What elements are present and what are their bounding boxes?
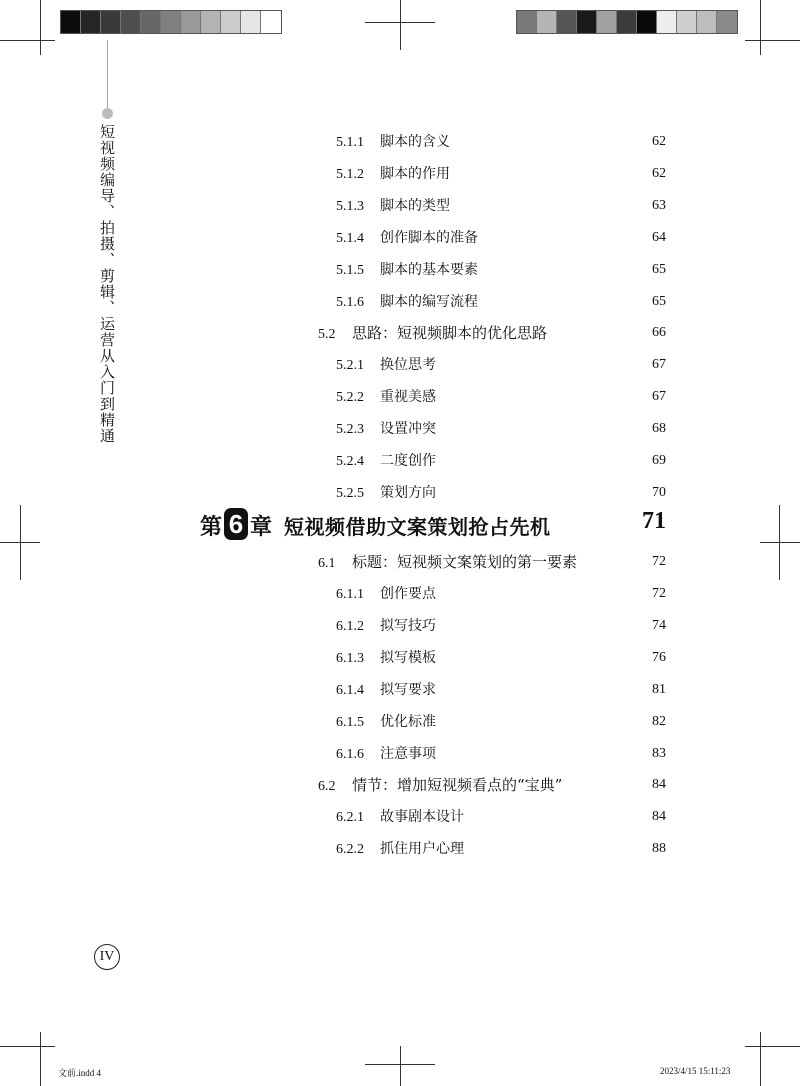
color-swatch <box>677 11 697 33</box>
entry-title: 换位思考 <box>380 357 436 373</box>
color-swatch <box>577 11 597 33</box>
entry-page: 67 <box>652 357 666 372</box>
color-swatch <box>121 11 141 33</box>
book-title-vertical: 短视频编导、拍摄、剪辑、运营从入门到精通 <box>98 124 116 444</box>
toc-entry[interactable] <box>336 805 666 829</box>
entry-number: 5.2.3 <box>336 422 364 437</box>
toc-entry[interactable] <box>336 353 666 377</box>
entry-title: 拟写技巧 <box>380 618 436 634</box>
toc-entry[interactable] <box>336 742 666 766</box>
toc-entry[interactable] <box>336 290 666 314</box>
color-swatch <box>201 11 221 33</box>
entry-number: 5.2.4 <box>336 454 364 469</box>
entry-title: 设置冲突 <box>380 421 436 437</box>
entry-page: 82 <box>652 714 666 729</box>
color-swatch <box>617 11 637 33</box>
chapter-number-badge: 6 <box>224 508 248 540</box>
entry-number: 6.1.6 <box>336 747 364 762</box>
chapter-page: 71 <box>642 508 666 534</box>
entry-number: 6.1.2 <box>336 619 364 634</box>
entry-number: 6.2.1 <box>336 810 364 825</box>
toc-entry[interactable] <box>336 194 666 218</box>
section-number: 6.2 <box>318 779 336 794</box>
color-swatch <box>717 11 737 33</box>
entry-page: 81 <box>652 682 666 697</box>
color-swatch <box>697 11 717 33</box>
chapter-title: 短视频借助文案策划抢占先机 <box>284 515 551 539</box>
entry-page: 74 <box>652 618 666 633</box>
entry-page: 68 <box>652 421 666 436</box>
entry-number: 5.2.1 <box>336 358 364 373</box>
entry-number: 6.1.5 <box>336 715 364 730</box>
color-registration-bar <box>516 10 738 34</box>
slug-filename: 文前.indd 4 <box>58 1068 102 1078</box>
slug-datetime: 2023/4/15 15:11:23 <box>660 1066 731 1076</box>
section-number: 6.1 <box>318 556 336 571</box>
entry-number: 5.1.5 <box>336 263 364 278</box>
section-number: 5.2 <box>318 327 336 342</box>
entry-page: 69 <box>652 453 666 468</box>
color-swatch <box>517 11 537 33</box>
color-swatch <box>657 11 677 33</box>
entry-page: 62 <box>652 134 666 149</box>
entry-title: 优化标准 <box>380 714 436 730</box>
entry-number: 6.1.4 <box>336 683 364 698</box>
color-swatch <box>557 11 577 33</box>
color-swatch <box>101 11 121 33</box>
entry-page: 64 <box>652 230 666 245</box>
entry-title: 脚本的类型 <box>380 198 450 214</box>
color-swatch <box>597 11 617 33</box>
entry-number: 5.1.6 <box>336 295 364 310</box>
grayscale-color-bar <box>60 10 282 34</box>
toc-entry[interactable] <box>336 582 666 606</box>
entry-page: 70 <box>652 485 666 500</box>
entry-page: 67 <box>652 389 666 404</box>
entry-page: 83 <box>652 746 666 761</box>
entry-title: 注意事项 <box>380 746 436 762</box>
entry-number: 5.1.4 <box>336 231 364 246</box>
toc-entry[interactable] <box>336 614 666 638</box>
section-title: 思路：短视频脚本的优化思路 <box>352 324 548 342</box>
entry-page: 72 <box>652 586 666 601</box>
page-number-badge: IV <box>94 944 120 970</box>
toc-section[interactable] <box>318 550 666 574</box>
toc-entry[interactable] <box>336 130 666 154</box>
color-swatch <box>241 11 261 33</box>
entry-title: 创作要点 <box>380 586 436 602</box>
entry-title: 故事剧本设计 <box>380 809 464 825</box>
entry-title: 脚本的基本要素 <box>380 262 478 278</box>
color-swatch <box>61 11 81 33</box>
entry-title: 脚本的作用 <box>380 166 450 182</box>
entry-number: 5.1.1 <box>336 135 364 150</box>
entry-page: 76 <box>652 650 666 665</box>
entry-number: 5.2.5 <box>336 486 364 501</box>
entry-number: 6.2.2 <box>336 842 364 857</box>
entry-page: 88 <box>652 841 666 856</box>
entry-number: 6.1.3 <box>336 651 364 666</box>
entry-number: 5.1.2 <box>336 167 364 182</box>
color-swatch <box>81 11 101 33</box>
color-swatch <box>161 11 181 33</box>
chapter-suffix: 章 <box>250 514 273 540</box>
toc-entry[interactable] <box>336 417 666 441</box>
chapter-prefix: 第 <box>200 514 223 540</box>
entry-title: 二度创作 <box>380 453 436 469</box>
toc-entry[interactable] <box>336 226 666 250</box>
toc-entry[interactable] <box>336 710 666 734</box>
entry-number: 5.2.2 <box>336 390 364 405</box>
entry-page: 63 <box>652 198 666 213</box>
entry-title: 脚本的含义 <box>380 134 450 150</box>
color-swatch <box>221 11 241 33</box>
entry-title: 拟写模板 <box>380 650 436 666</box>
toc-entry[interactable] <box>336 258 666 282</box>
toc-entry[interactable] <box>336 646 666 670</box>
entry-title: 创作脚本的准备 <box>380 230 478 246</box>
entry-title: 重视美感 <box>380 389 436 405</box>
spine-dot <box>102 108 113 119</box>
entry-page: 65 <box>652 294 666 309</box>
toc-entry[interactable] <box>336 481 666 505</box>
entry-page: 65 <box>652 262 666 277</box>
entry-number: 5.1.3 <box>336 199 364 214</box>
entry-title: 拟写要求 <box>380 682 436 698</box>
entry-page: 84 <box>652 809 666 824</box>
section-page: 84 <box>652 777 666 792</box>
toc-section[interactable] <box>318 321 666 345</box>
section-page: 66 <box>652 325 666 340</box>
color-swatch <box>637 11 657 33</box>
entry-number: 6.1.1 <box>336 587 364 602</box>
entry-title: 抓住用户心理 <box>380 841 464 857</box>
section-page: 72 <box>652 554 666 569</box>
toc-chapter-heading[interactable] <box>200 508 666 544</box>
entry-page: 62 <box>652 166 666 181</box>
spine-line <box>107 40 108 110</box>
toc-entry[interactable] <box>336 678 666 702</box>
section-title: 标题：短视频文案策划的第一要素 <box>352 553 578 571</box>
color-swatch <box>261 11 281 33</box>
toc-section[interactable] <box>318 773 666 797</box>
toc-entry[interactable] <box>336 837 666 861</box>
color-swatch <box>141 11 161 33</box>
toc-entry[interactable] <box>336 449 666 473</box>
toc-entry[interactable] <box>336 162 666 186</box>
entry-title: 策划方向 <box>380 485 436 501</box>
section-title: 情节：增加短视频看点的“宝典” <box>352 776 563 794</box>
color-swatch <box>537 11 557 33</box>
color-swatch <box>181 11 201 33</box>
toc-entry[interactable] <box>336 385 666 409</box>
entry-title: 脚本的编写流程 <box>380 294 478 310</box>
